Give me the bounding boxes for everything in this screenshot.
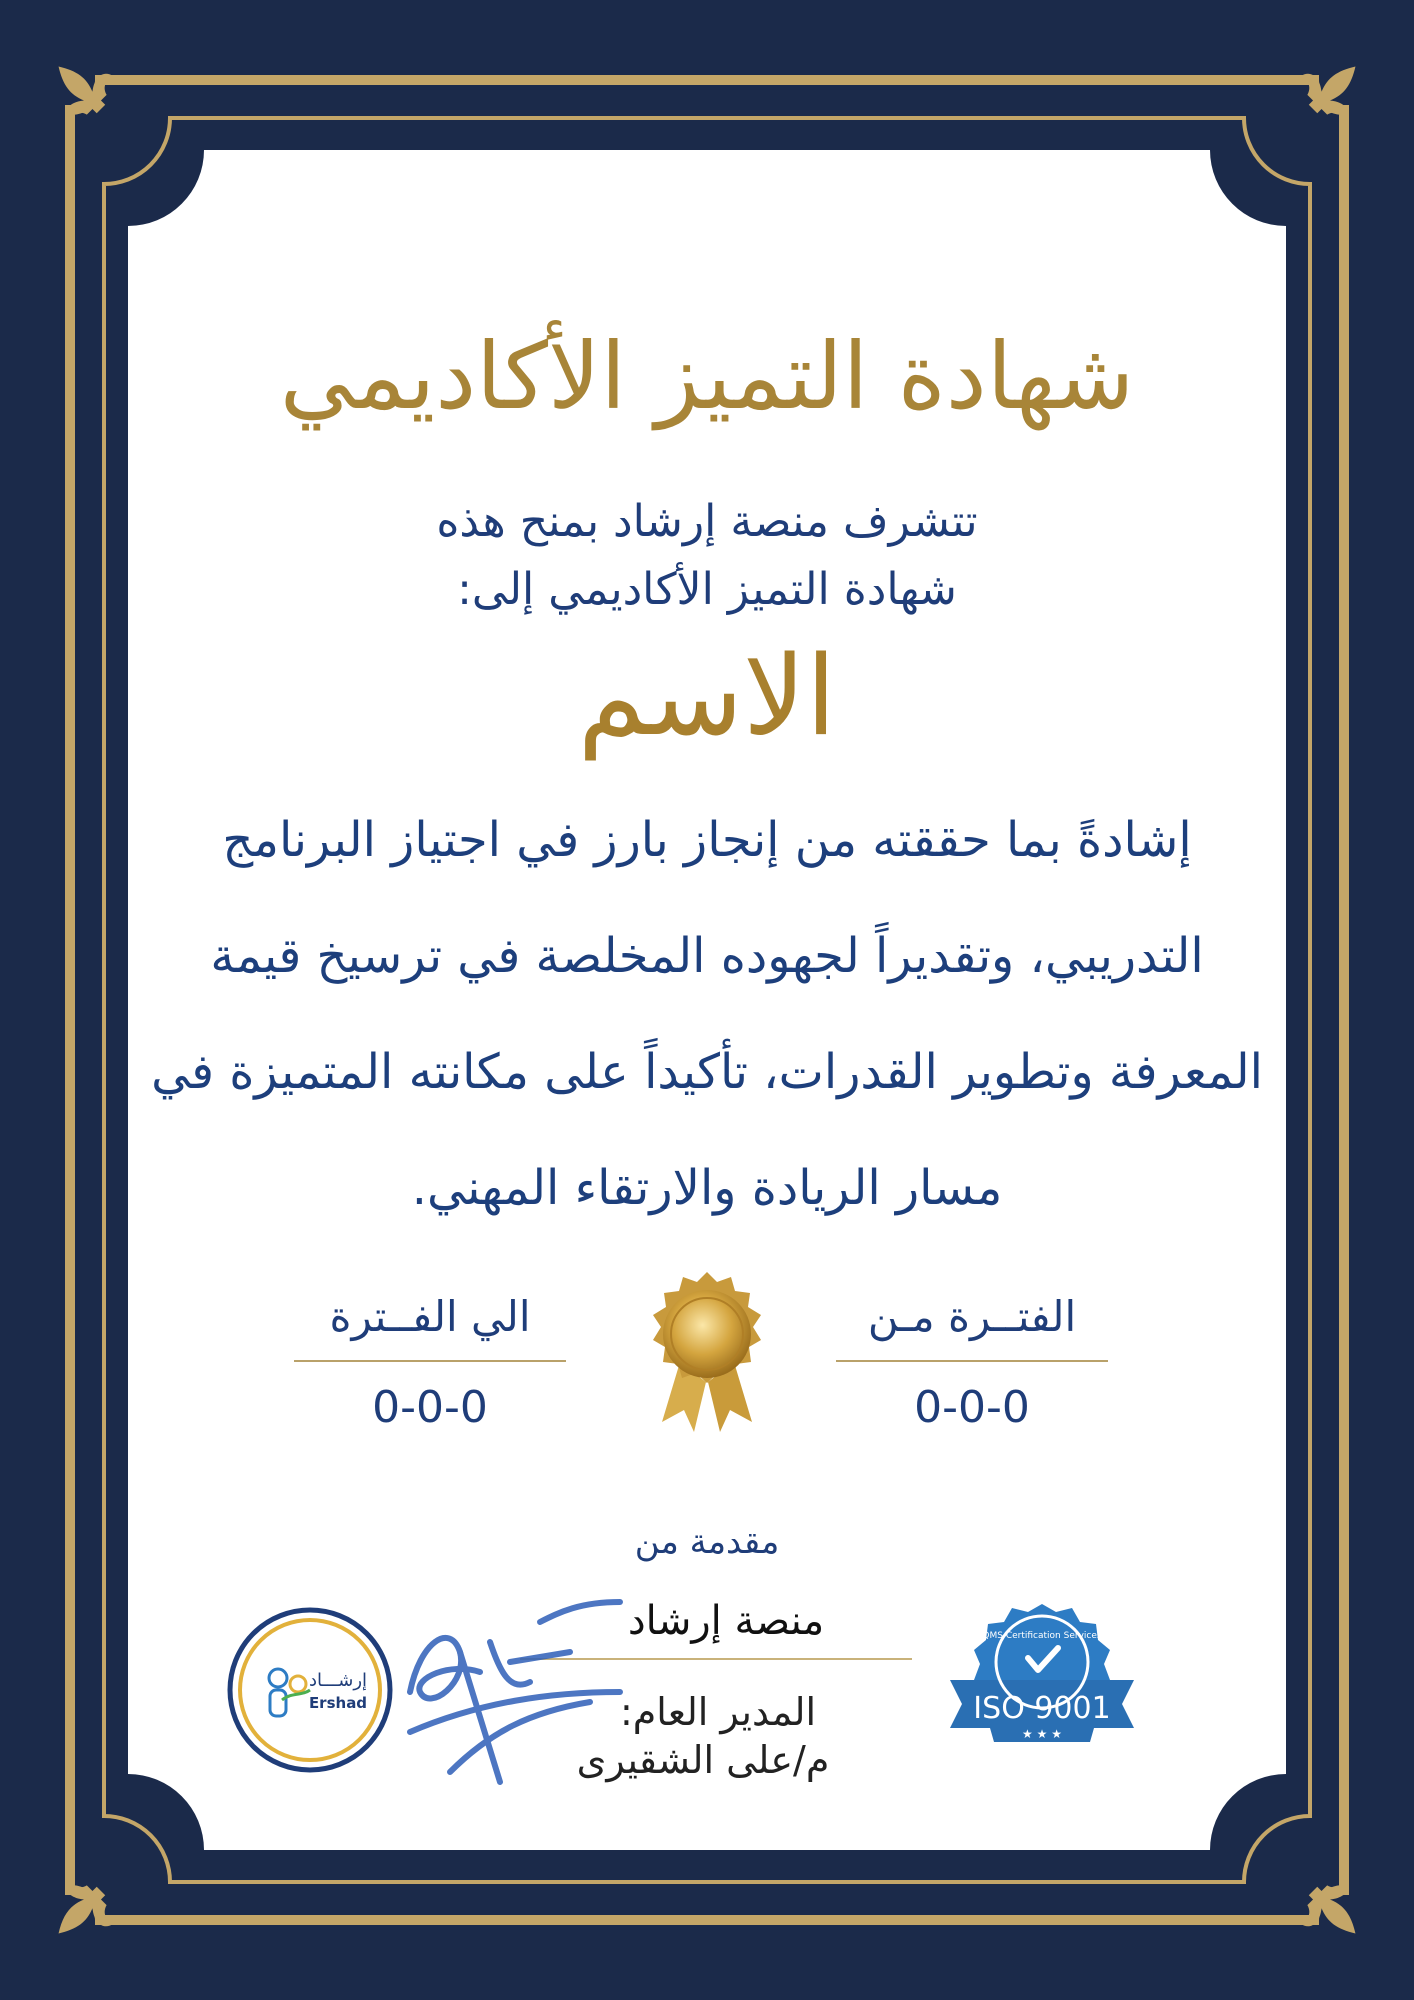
period-to-value: 0-0-0 bbox=[372, 1382, 488, 1433]
period-from-divider bbox=[836, 1360, 1108, 1362]
iso-text: ISO 9001 bbox=[973, 1691, 1111, 1726]
certificate-body-text: إشادةً بما حققته من إنجاز بارز في اجتياز البرنامج التدريبي، وتقديراً لجهوده المخلصة في ترسيخ قيمة المعرفة وتطوير القدرات، تأكيداً على مكانته المتميزة في مسار الريادة والارتقاء المهني. bbox=[151, 812, 1263, 1216]
period-from-label: الفتــرة مـن bbox=[867, 1292, 1077, 1341]
presented-by-label: مقدمة من bbox=[634, 1522, 780, 1562]
certificate-title: شهادة التميز الأكاديمي bbox=[279, 323, 1135, 430]
intro-text bbox=[0, 488, 1414, 624]
director-label: المدير العام: bbox=[619, 1690, 817, 1734]
recipient-name: الاسم bbox=[577, 632, 837, 760]
platform-name: منصة إرشاد bbox=[627, 1598, 825, 1644]
svg-text:★ ★ ★: ★ ★ ★ bbox=[1022, 1727, 1062, 1741]
period-from bbox=[836, 1282, 1108, 1433]
period-to bbox=[294, 1282, 566, 1433]
intro-line-1: تتشرف منصة إرشاد بمنح هذه bbox=[436, 496, 978, 547]
ershad-logo bbox=[222, 1604, 398, 1774]
intro-line-2: شهادة التميز الأكاديمي إلى: bbox=[457, 564, 957, 615]
period-from-value: 0-0-0 bbox=[914, 1382, 1030, 1433]
gold-medal-icon bbox=[640, 1272, 774, 1436]
iso-ribbon-text: QMS Certification Services bbox=[982, 1631, 1102, 1641]
iso-certification-badge bbox=[944, 1600, 1140, 1770]
signature bbox=[390, 1582, 660, 1802]
period-to-divider bbox=[294, 1360, 566, 1362]
logo-text-en: Ershad bbox=[308, 1694, 368, 1712]
director-name: م/على الشقيرى bbox=[576, 1738, 830, 1782]
logo-text-ar: إرشـــاد bbox=[308, 1670, 368, 1691]
period-to-label: الي الفــترة bbox=[329, 1292, 531, 1341]
